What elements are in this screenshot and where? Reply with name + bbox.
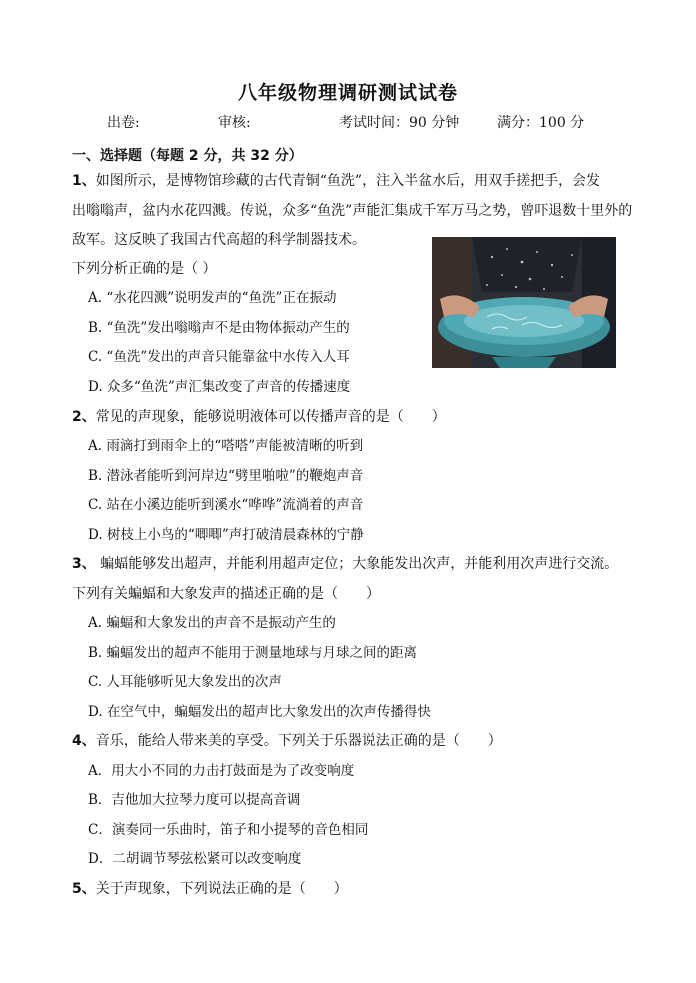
question-5	[72, 879, 348, 899]
question-1-option-b: B. “鱼洗”发出嗡嗡声不是由物体振动产生的	[88, 320, 350, 336]
question-text: 关于声现象，下列说法正确的是（ ）	[95, 881, 348, 897]
full-score: 满分：100 分	[497, 115, 585, 131]
question-1-option-d: D. 众多“鱼洗”声汇集改变了声音的传播速度	[88, 379, 351, 395]
question-number: 5、	[72, 881, 96, 897]
question-text: 如图所示，是博物馆珍藏的古代青铜“鱼洗”，注入半盆水后，用双手搓把手，会发	[95, 173, 601, 189]
question-1-prompt: 下列分析正确的是（ ）	[72, 261, 217, 277]
question-2-option-b: B. 潜泳者能听到河岸边“劈里啪啦”的鞭炮声音	[88, 468, 364, 484]
question-3-prompt: 下列有关蝙蝠和大象发声的描述正确的是（ ）	[72, 586, 380, 602]
reviewer-label: 审核:	[218, 115, 251, 131]
question-2-option-d: D. 树枝上小鸟的“唧唧”声打破清晨森林的宁静	[88, 527, 364, 543]
question-3-option-a: A. 蝙蝠和大象发出的声音不是振动产生的	[88, 615, 336, 631]
question-text: 音乐，能给人带来美的享受。下列关于乐器说法正确的是（ ）	[95, 733, 502, 749]
section-heading: 一、选择题（每题 2 分，共 32 分）	[72, 148, 303, 164]
question-3-option-b: B. 蝙蝠发出的超声不能用于测量地球与月球之间的距离	[88, 645, 418, 661]
fish-basin-photo	[432, 237, 616, 368]
question-3-option-c: C. 人耳能够听见大象发出的次声	[88, 674, 282, 690]
question-number: 1、	[72, 173, 96, 189]
question-4-option-b: B．吉他加大拉琴力度可以提高音调	[88, 792, 301, 808]
question-4	[72, 731, 502, 751]
setter-label: 出卷:	[107, 115, 140, 131]
question-4-option-d: D．二胡调节琴弦松紧可以改变响度	[88, 851, 302, 867]
question-2	[72, 407, 446, 427]
fish-basin-illustration	[432, 237, 616, 368]
question-text: 常见的声现象，能够说明液体可以传播声音的是（ ）	[95, 409, 446, 425]
question-3	[72, 554, 618, 574]
question-4-option-a: A．用大小不同的力击打鼓面是为了改变响度	[88, 763, 355, 779]
question-number: 4、	[72, 733, 96, 749]
question-4-option-c: C．演奏同一乐曲时，笛子和小提琴的音色相同	[88, 822, 369, 838]
question-1-line-1	[72, 171, 600, 191]
question-3-option-d: D. 在空气中，蝙蝠发出的超声比大象发出的次声传播得快	[88, 704, 431, 720]
question-text: 蝙蝠能够发出超声，并能利用超声定位；大象能发出次声，并能利用次声进行交流。	[95, 556, 619, 572]
question-1-line-2: 出嗡嗡声，盆内水花四溅。传说，众多“鱼洗”声能汇集成千军万马之势，曾吓退数十里外的	[72, 203, 633, 219]
question-2-option-c: C. 站在小溪边能听到溪水“哗哗”流淌着的声音	[88, 497, 364, 513]
question-2-option-a: A. 雨滴打到雨伞上的“嗒嗒”声能被清晰的听到	[88, 438, 364, 454]
question-number: 2、	[72, 409, 96, 425]
exam-title: 八年级物理调研测试试卷	[237, 82, 458, 104]
question-1-option-a: A. “水花四溅”说明发声的“鱼洗”正在振动	[88, 290, 337, 306]
question-number: 3、	[72, 556, 96, 572]
exam-time: 考试时间：90 分钟	[339, 115, 460, 131]
question-1-option-c: C. “鱼洗”发出的声音只能靠盆中水传入人耳	[88, 349, 350, 365]
question-1-line-3: 敌军。这反映了我国古代高超的科学制器技术。	[72, 232, 366, 248]
